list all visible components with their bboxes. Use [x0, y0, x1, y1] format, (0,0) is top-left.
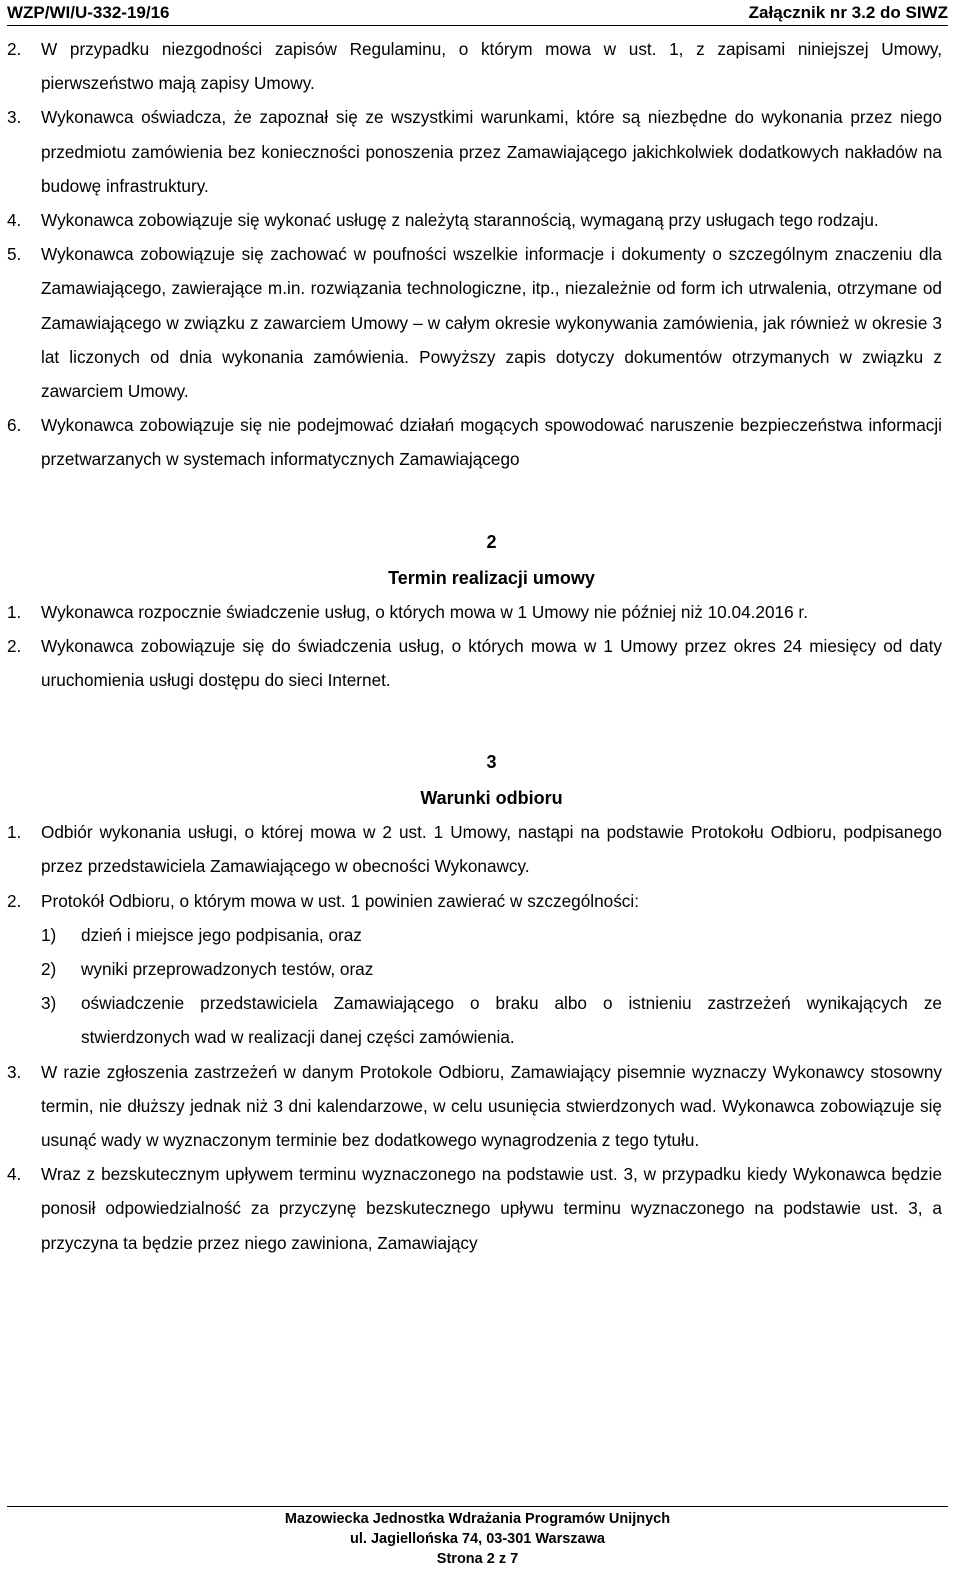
- list-item: [7, 32, 942, 100]
- list-item: [7, 408, 942, 476]
- sub-item-text: wyniki przeprowadzonych testów, oraz: [81, 959, 374, 980]
- section-2-title: Termin realizacji umowy: [388, 567, 595, 588]
- list-item: [7, 237, 942, 408]
- item-number: 2.: [7, 890, 22, 911]
- sub-item-text: oświadczenie przedstawiciela Zamawiającego o braku albo o istnieniu zastrzeżeń wynikających ze stwierdzonych wad w realizacji danej części zamówienia.: [81, 993, 942, 1048]
- list-item: [7, 629, 942, 697]
- item-text: Wykonawca zobowiązuje się do świadczenia usług, o których mowa w 1 Umowy przez okres 24 miesięcy od daty uruchomienia usługi dostępu do sieci Internet.: [41, 635, 942, 691]
- footer-address: ul. Jagiellońska 74, 03-301 Warszawa: [350, 1531, 605, 1547]
- item-number: 2.: [7, 635, 22, 656]
- item-number: 6.: [7, 415, 22, 436]
- list-item: [7, 815, 942, 883]
- sub-item-text: dzień i miejsce jego podpisania, oraz: [81, 924, 362, 945]
- item-number: 3.: [7, 1061, 22, 1082]
- list-item: [7, 595, 942, 629]
- list-item: [7, 203, 942, 237]
- item-text: Odbiór wykonania usługi, o której mowa w 2 ust. 1 Umowy, nastąpi na podstawie Protokołu Odbioru, podpisanego przez przedstawiciela Zamawiającego w obecności Wykonawcy.: [41, 822, 942, 877]
- list-item: [7, 1055, 942, 1158]
- list-item: [7, 100, 942, 203]
- item-text: W przypadku niezgodności zapisów Regulaminu, o którym mowa w ust. 1, z zapisami niniejszej Umowy, pierwszeństwo mają zapisy Umowy.: [41, 39, 942, 94]
- item-text: Wykonawca oświadcza, że zapoznał się ze wszystkimi warunkami, które są niezbędne do wykonania przez niego przedmiotu zamówienia bez konieczności ponoszenia przez Zamawiającego jakichkolwiek dodatkowych nakładów na budowę infrastruktury.: [41, 107, 942, 196]
- item-text: Wykonawca zobowiązuje się zachować w poufności wszelkie informacje i dokumenty o szczególnym znaczeniu dla Zamawiającego, zawierające m.in. rozwiązania technologiczne, itp., niezależnie od form ich utrwalenia, otrzymane od Zamawiającego w związku z zawarciem Umowy – w całym okresie wykonywania zamówienia, jak również w okresie 3 lat liczonych od dnia wykonania zamówienia. Powyższy zapis dotyczy dokumentów otrzymanych w związku z zawarciem Umowy.: [41, 244, 942, 402]
- footer-organization: Mazowiecka Jednostka Wdrażania Programów Unijnych: [284, 1511, 671, 1527]
- sub-item-number: 1): [41, 924, 57, 945]
- document-body: [7, 32, 942, 1260]
- attachment-label: Załącznik nr 3.2 do SIWZ: [748, 3, 948, 22]
- item-number: 3.: [7, 107, 22, 128]
- item-text: Wykonawca rozpocznie świadczenie usług, o których mowa w 1 Umowy nie później niż 10.04.2016 r.: [41, 601, 808, 622]
- item-text: Wykonawca zobowiązuje się wykonać usługę z należytą starannością, wymaganą przy usługach tego rodzaju.: [41, 210, 879, 231]
- item-text: Wraz z bezskutecznym upływem terminu wyznaczonego na podstawie ust. 3, w przypadku kiedy Wykonawca będzie ponosił odpowiedzialność za przyczynę bezskutecznego upływu terminu wyznaczonego na podstawie ust. 3, a przyczyna ta będzie przez niego zawiniona, Zamawiający: [41, 1164, 942, 1253]
- section-3-number: 3: [486, 752, 497, 773]
- sub-item-number: 3): [41, 993, 57, 1014]
- list-item: [7, 1157, 942, 1260]
- item-text: W razie zgłoszenia zastrzeżeń w danym Protokole Odbioru, Zamawiający pisemnie wyznaczy Wykonawcy stosowny termin, nie dłuższy jednak niż 3 dni kalendarzowe, w celu usunięcia stwierdzonych wad. Wykonawca zobowiązuje się usunąć wady w wyznaczonym terminie bez dodatkowego wynagrodzenia z tego tytułu.: [41, 1061, 942, 1151]
- item-number: 1.: [7, 822, 22, 843]
- item-number: 4.: [7, 1164, 22, 1185]
- page-header: [7, 0, 948, 26]
- item-number: 1.: [7, 601, 22, 622]
- sub-list-item: [7, 918, 942, 952]
- document-reference: WZP/WI/U-332-19/16: [7, 3, 170, 22]
- list-item: [7, 884, 942, 918]
- item-text: Wykonawca zobowiązuje się nie podejmować działań mogących spowodować naruszenie bezpieczeństwa informacji przetwarzanych w systemach informatycznych Zamawiającego: [41, 415, 942, 470]
- sub-item-number: 2): [41, 959, 57, 980]
- page-number: Strona 2 z 7: [436, 1551, 519, 1567]
- item-text: Protokół Odbioru, o którym mowa w ust. 1 powinien zawierać w szczególności:: [41, 890, 639, 911]
- sub-list-item: [7, 952, 942, 986]
- section-2-number: 2: [486, 531, 497, 552]
- item-number: 5.: [7, 244, 22, 265]
- section-3-title: Warunki odbioru: [420, 788, 563, 809]
- page-footer: [7, 1506, 948, 1569]
- item-number: 2.: [7, 39, 22, 59]
- item-number: 4.: [7, 210, 22, 231]
- sub-list-item: [7, 986, 942, 1054]
